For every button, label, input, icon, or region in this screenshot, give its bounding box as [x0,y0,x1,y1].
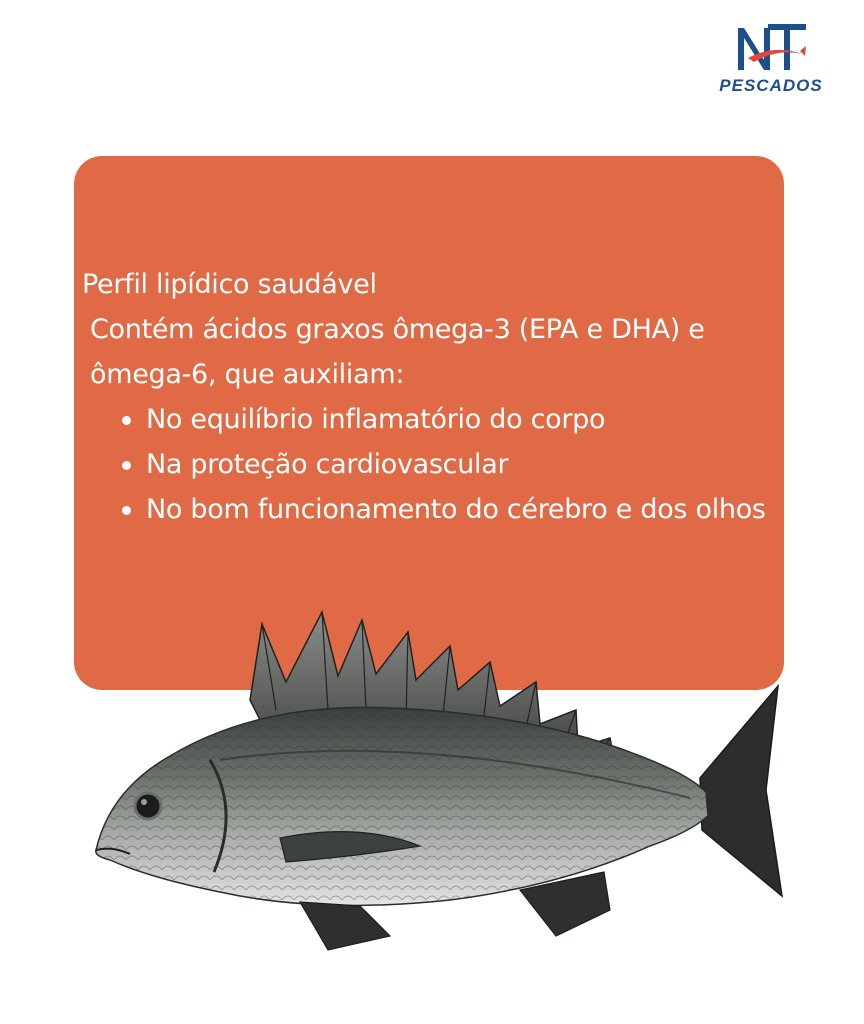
logo-monogram-icon [734,18,808,76]
fish-eye [135,793,161,819]
benefit-item: Na proteção cardiovascular [118,442,782,487]
fish-illustration [90,610,790,970]
card-title: Perfil lipídico saudável [82,269,377,300]
benefit-item: No bom funcionamento do cérebro e dos olhos [118,487,782,532]
card-text [82,262,782,532]
tail-fin [700,686,782,896]
benefit-list [82,397,782,532]
benefit-item: No equilíbrio inflamatório do corpo [118,397,782,442]
brand-logo [706,14,836,100]
card-intro: Contém ácidos graxos ômega-3 (EPA e DHA) e ômega-6, que auxiliam: [90,314,705,390]
pelvic-fin [300,902,390,950]
brand-name: PESCADOS [719,76,823,95]
